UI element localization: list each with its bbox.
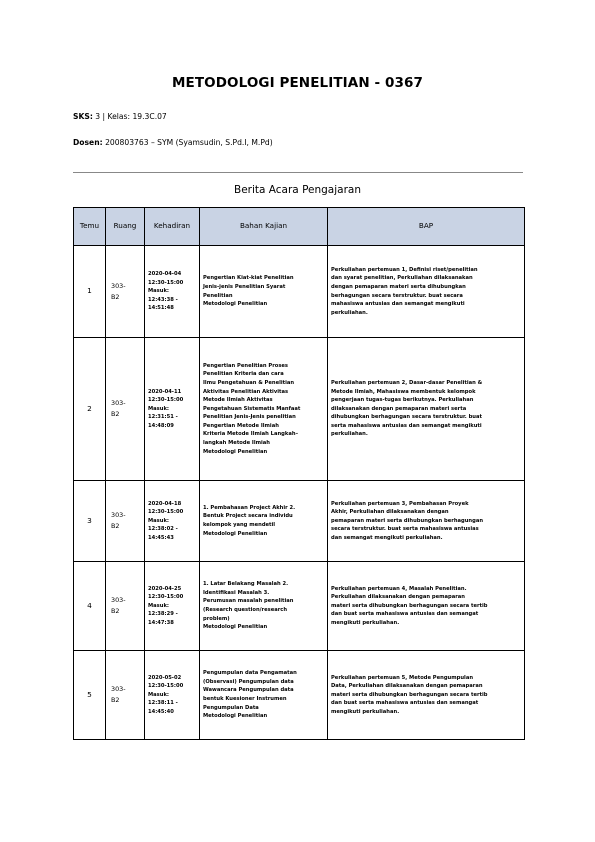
section-title: Berita Acara Pengajaran: [233, 184, 361, 196]
cell-ruang: 303- B2: [106, 246, 145, 338]
table-row: [74, 651, 525, 740]
cell-temu: 5: [74, 651, 106, 740]
cell-kehadiran: 2020-04-04 12:30-15:00 Masuk: 12:43:38 - 14:51:48: [145, 246, 200, 338]
cell-ruang: 303- B2: [106, 338, 145, 481]
header-bahan-kajian: Bahan Kajian: [200, 208, 328, 246]
cell-temu: 4: [74, 562, 106, 651]
header-ruang: Ruang: [106, 208, 145, 246]
cell-bahan-kajian: 1. Pembahasan Project Akhir 2. Bentuk Project secara individu kelompok yang mendetil Metodologi Penelitian: [200, 481, 328, 562]
table-header-row: [74, 208, 525, 246]
cell-bahan-kajian: 1. Latar Belakang Masalah 2. Identifikasi Masalah 3. Perumusan masalah penelitian (Research question/research problem) Metodologi Penelitian: [200, 562, 328, 651]
page-title: METODOLOGI PENELITIAN - 0367: [171, 75, 424, 91]
sks-value: 3 | Kelas: 19.3C.07: [95, 112, 167, 121]
header-temu: Temu: [74, 208, 106, 246]
cell-bap: Perkuliahan pertemuan 5, Metode Pengumpulan Data, Perkuliahan dilaksanakan dengan pemaparan materi serta dihubungkan berhagungan secara tertib dan buat serta mahasiswa antusias dan semangat mengikuti perkuliahan.: [328, 651, 525, 740]
table-row: [74, 246, 525, 338]
cell-bap: Perkuliahan pertemuan 3, Pembahasan Proyek Akhir, Perkuliahan dilaksanakan dengan pemaparan materi serta dihubungkan berhagungan secara terstruktur. buat serta mahasiswa antusias dan semangat mengikuti perkuliahan.: [328, 481, 525, 562]
cell-ruang: 303- B2: [106, 481, 145, 562]
lecturer-info: [73, 138, 273, 147]
table-row: [74, 481, 525, 562]
divider: [73, 172, 523, 173]
cell-bahan-kajian: Pengertian Kiat-kiat Penelitian Jenis-jenis Penelitian Syarat Penelitian Metodologi Penelitian: [200, 246, 328, 338]
header-bap: BAP: [328, 208, 525, 246]
sks-label: SKS:: [73, 112, 93, 121]
table-row: [74, 562, 525, 651]
cell-kehadiran: 2020-04-18 12:30-15:00 Masuk: 12:38:02 - 14:45:43: [145, 481, 200, 562]
cell-bap: Perkuliahan pertemuan 2, Dasar-dasar Penelitian & Metode Ilmiah, Mahasiswa membentuk kelompok pengerjaan tugas-tugas berikutnya. Perkuliahan dilaksanakan dengan pemaparan materi serta dihubungkan berhagungan secara terstruktur. buat serta mahasiswa antusias dan semangat mengikuti perkuliahan.: [328, 338, 525, 481]
cell-temu: 3: [74, 481, 106, 562]
cell-ruang: 303- B2: [106, 651, 145, 740]
dosen-value: 200803763 – SYM (Syamsudin, S.Pd.I, M.Pd): [105, 138, 273, 147]
cell-temu: 2: [74, 338, 106, 481]
teaching-record-table: [73, 207, 525, 740]
cell-kehadiran: 2020-05-02 12:30-15:00 Masuk: 12:38:11 - 14:45:40: [145, 651, 200, 740]
cell-bahan-kajian: Pengertian Penelitian Proses Penelitian Kriteria dan cara Ilmu Pengetahuan & Penelitian Aktivitas Penelitian Aktivitas Metode Ilmiah Aktivitas Pengetahuan Sistematis Manfaat Penelitian Jenis-Jenis penelitian Pengertian Metode Ilmiah Kriteria Metode Ilmiah Langkah– langkah Metode Ilmiah Metodologi Penelitian: [200, 338, 328, 481]
table-row: [74, 338, 525, 481]
header-kehadiran: Kehadiran: [145, 208, 200, 246]
cell-bap: Perkuliahan pertemuan 4, Masalah Penelitian. Perkuliahan dilaksanakan dengan pemaparan materi serta dihubungkan berhagungan secara tertib dan buat serta mahasiswa antusias dan semangat mengikuti perkuliahan.: [328, 562, 525, 651]
cell-ruang: 303- B2: [106, 562, 145, 651]
dosen-label: Dosen:: [73, 138, 103, 147]
cell-bahan-kajian: Pengumpulan data Pengamatan (Observasi) Pengumpulan data Wawancara Pengumpulan data bentuk Kuesioner Instrumen Pengumpulan Data Metodologi Penelitian: [200, 651, 328, 740]
cell-bap: Perkuliahan pertemuan 1, Definisi riset/penelitian dan syarat penelitian, Perkuliahan dilaksanakan dengan pemaparan materi serta dihubungkan berhagungan secara terstruktur. buat secara mahasiswa antusias dan semangat mengikuti perkuliahan.: [328, 246, 525, 338]
cell-temu: 1: [74, 246, 106, 338]
course-info: [73, 112, 167, 121]
cell-kehadiran: 2020-04-11 12:30-15:00 Masuk: 12:31:51 - 14:48:09: [145, 338, 200, 481]
cell-kehadiran: 2020-04-25 12:30-15:00 Masuk: 12:38:29 - 14:47:38: [145, 562, 200, 651]
